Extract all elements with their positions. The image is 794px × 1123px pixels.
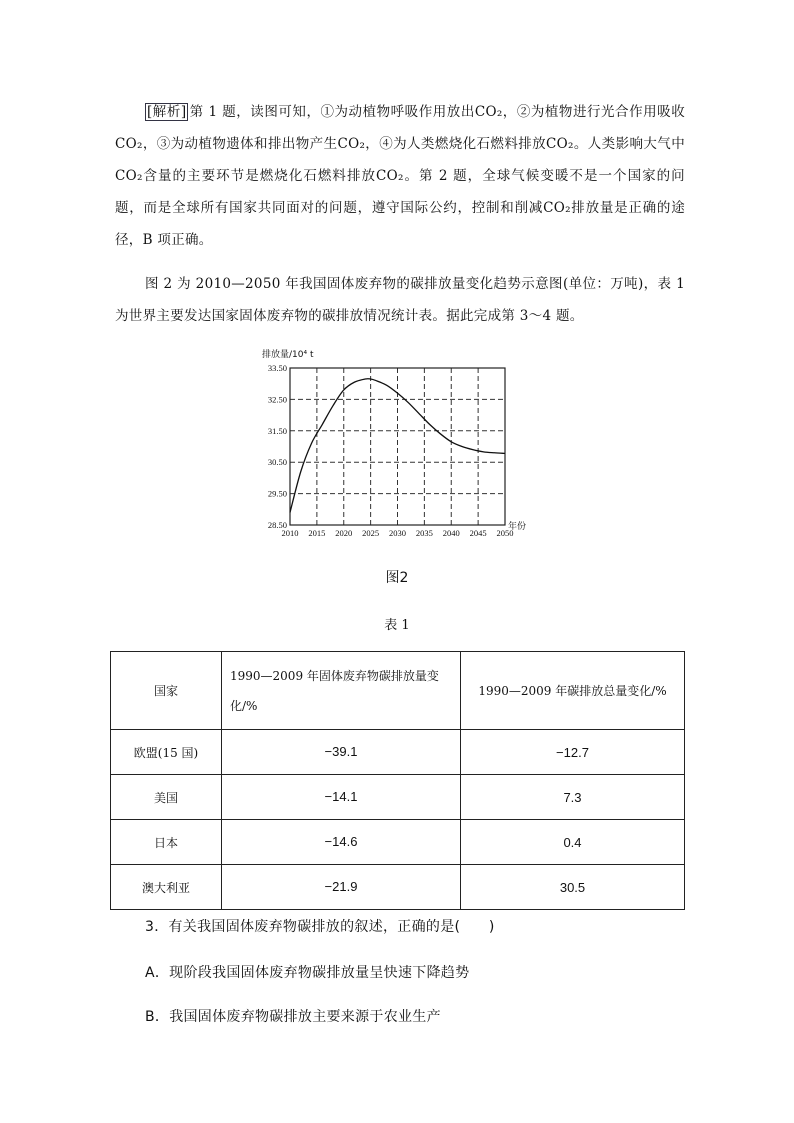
option-b: B．我国固体废弃物碳排放主要来源于农业生产	[145, 1009, 441, 1025]
cell-waste-change: −14.6	[222, 820, 461, 865]
x-tick-label: 2025	[362, 528, 380, 538]
table-row	[111, 775, 685, 820]
plot-frame	[290, 368, 505, 525]
cell-waste-change: −21.9	[222, 865, 461, 910]
x-tick-label: 2030	[389, 528, 406, 538]
y-tick-label: 31.50	[267, 425, 287, 436]
x-axis-label: 年份	[508, 522, 527, 532]
figure-caption: 图2	[385, 570, 409, 586]
intro-paragraph: 图 2 为 2010—2050 年我国固体废弃物的碳排放量变化趋势示意图(单位：万吨)，表 1 为世界主要发达国家固体废弃物的碳排放情况统计表。据此完成第 3～4 题。	[115, 276, 685, 324]
header-country: 国家	[111, 652, 222, 730]
cell-country: 美国	[111, 775, 222, 820]
cell-waste-change: −14.1	[222, 775, 461, 820]
x-tick-label: 2040	[442, 528, 460, 538]
option-a: A．现阶段我国固体废弃物碳排放量呈快速下降趋势	[145, 965, 470, 981]
x-tick-label: 2020	[335, 528, 353, 538]
question-3-stem: 3．有关我国固体废弃物碳排放的叙述，正确的是( )	[145, 919, 495, 935]
y-tick-label: 33.50	[267, 363, 287, 373]
cell-total-change: 0.4	[461, 820, 685, 865]
y-tick-label: 30.50	[267, 457, 287, 468]
x-tick-label: 2050	[496, 528, 514, 538]
cell-total-change: −12.7	[461, 730, 685, 775]
table-row	[111, 865, 685, 910]
table-caption: 表 1	[384, 618, 410, 633]
y-axis-label: 排放量/10⁴ t	[262, 350, 314, 360]
table-row	[111, 820, 685, 865]
table-header-row	[111, 652, 685, 730]
analysis-paragraph	[115, 96, 685, 256]
header-total-change: 1990—2009 年碳排放总量变化/%	[461, 652, 685, 730]
cell-country: 日本	[111, 820, 222, 865]
emissions-table	[110, 651, 685, 910]
cell-total-change: 30.5	[461, 865, 685, 910]
analysis-tag: [解析]	[147, 104, 187, 120]
cell-total-change: 7.3	[461, 775, 685, 820]
cell-country: 欧盟(15 国)	[111, 730, 222, 775]
cell-country: 澳大利亚	[111, 865, 222, 910]
x-tick-label: 2015	[308, 528, 326, 538]
x-tick-label: 2035	[415, 528, 433, 538]
y-tick-label: 28.50	[267, 520, 287, 530]
table-row	[111, 730, 685, 775]
x-tick-label: 2045	[469, 528, 487, 538]
y-tick-label: 29.50	[267, 488, 287, 499]
x-tick-label: 2010	[281, 528, 299, 538]
cell-waste-change: −39.1	[222, 730, 461, 775]
y-tick-label: 32.50	[267, 394, 287, 405]
emissions-line-chart	[252, 343, 542, 543]
header-waste-change: 1990—2009 年固体废弃物碳排放量变化/%	[222, 652, 461, 730]
analysis-text: 第 1 题，读图可知，①为动植物呼吸作用放出CO₂，②为植物进行光合作用吸收CO₂，③为动植物遗体和排出物产生CO₂，④为人类燃烧化石燃料排放CO₂。人类影响大气中CO₂含量的主要环节是燃烧化石燃料排放CO₂。第 2 题，全球气候变暖不是一个国家的问题，而是全球所有国家共同面对的问题，遵守国际公约，控制和削减CO₂排放量是正确的途径，B 项正确。	[115, 104, 685, 248]
